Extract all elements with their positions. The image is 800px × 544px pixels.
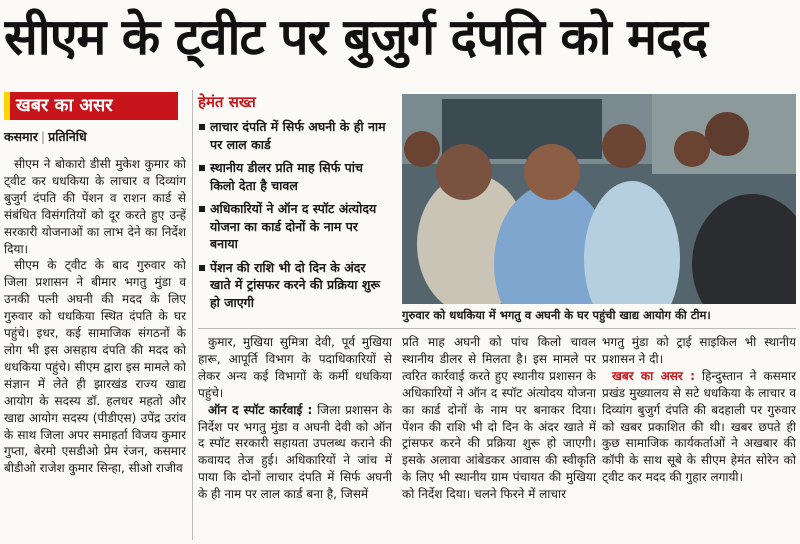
paragraph: प्रति माह अघनी को पांच किलो चावल स्थानीय डीलर से मिलता है। इस मामले पर त्वरित कार्रवाई करते हुए स्थानीय प्रशासन के अधिकारियों ने ऑन द स्पॉट अंत्योदय योजना का कार्ड दोनों के नाम पर बनाकर दिया। पेंशन की राशि भी दो दिन के अंदर खाते में ट्रांसफर करने की प्रक्रिया शुरू हो जाएगी। इसके अलावा आंबेडकर आवास की स्वीकृति के लिए भी स्थानीय ग्राम पंचायत की मुखिया को निर्देश दिया। चलने फिरने में लाचार <box>402 335 596 502</box>
highlight-item: पेंशन की राशि भी दो दिन के अंदर खाते में ट्रांसफर करने की प्रक्रिया शुरू हो जाएगी <box>198 259 390 312</box>
byline-reporter: प्रतिनिधि <box>48 129 87 144</box>
article-column-4 <box>602 334 796 542</box>
photo-caption: गुरुवार को धधकिया में भगतु व अघनी के घर पहुंची खाद्य आयोग की टीम। <box>402 308 711 322</box>
subheading: ऑन द स्पॉट कार्रवाई : <box>208 402 313 417</box>
paragraph <box>602 368 796 486</box>
paragraph: कुमार, मुखिया सुमित्रा देवी, पूर्व मुखिया हारू, आपूर्ति विभाग के पदाधिकारियों से लेकर अन्य कई विभागों के कर्मी धधकिया पहुंचे। <box>198 335 392 400</box>
kicker-accent <box>4 92 10 120</box>
byline: कसमार | प्रतिनिधि <box>4 129 87 144</box>
page-headline: सीएम के ट्वीट पर बुजुर्ग दंपति को मदद <box>4 8 708 66</box>
article-column-1 <box>4 156 186 542</box>
article-column-2 <box>198 334 392 542</box>
highlight-item: लाचार दंपति में सिर्फ अघनी के ही नाम पर लाल कार्ड <box>198 118 390 153</box>
highlight-item: स्थानीय डीलर प्रति माह सिर्फ पांच किलो देता है चावल <box>198 159 390 194</box>
paragraph <box>198 402 392 503</box>
news-photo <box>402 94 796 304</box>
paragraph: भगतु मुंडा को ट्राई साइकिल भी स्थानीय प्रशासन ने दी। <box>602 335 796 366</box>
paragraph-text: हिन्दुस्तान ने कसमार प्रखंड मुख्यालय से सटे धधकिया के लाचार व दिव्यांग बुजुर्ग दंपति की बदहाली पर गुरुवार को खबर प्रकाशित की थी। खबर छपते ही कुछ सामाजिक कार्यकर्ताओं ने अखबार की कॉपी के साथ सूबे के सीएम हेमंत सोरेन को ट्वीट कर मदद की गुहार लगायी। <box>602 368 796 485</box>
subheading: खबर का असर : <box>612 368 695 383</box>
column-divider <box>192 90 193 540</box>
byline-place: कसमार <box>4 129 38 144</box>
kicker-label: खबर का असर <box>4 92 178 120</box>
highlight-item: अधिकारियों ने ऑन द स्पॉट अंत्योदय योजना का कार्ड दोनों के नाम पर बनाया <box>198 200 390 253</box>
section-divider <box>198 328 796 329</box>
highlights-list <box>198 118 390 317</box>
paragraph: सीएम के ट्वीट के बाद गुरुवार को जिला प्रशासन ने बीमार भगतु मुंडा व उनकी पत्नी अघनी की मदद के लिए गुरुवार को धधकिया स्थित दंपति के घर पहुंचे। इधर, कई सामाजिक संगठनों के लोग भी इस असहाय दंपति की मदद को धधकिया पहुंचे। सीएम द्वारा इस मामले को संज्ञान में लेते ही झारखंड राज्य खाद्य आयोग के सदस्य डॉ. हलधर महतो और खाद्य आयोग सदस्य (पीडीएस) उपेंद्र उरांव के साथ जिला अपर समाहर्ता विजय कुमार गुप्ता, बेरमो एसडीओ प्रेम रंजन, कसमार बीडीओ राजेश कुमार सिन्हा, सीओ राजीव <box>4 258 186 476</box>
paragraph-text: जिला प्रशासन के निर्देश पर भगतु मुंडा व अघनी देवी को ऑन द स्पॉट सरकारी सहायता उपलब्ध कराने की कवायद तेज हुई। अधिकारियों ने जांच में पाया कि दोनों लाचार दंपति में सिर्फ अघनी के ही नाम पर लाल कार्ड बना है, जिसमें <box>198 402 392 502</box>
highlights-title: हेमंत सख्त <box>198 93 256 111</box>
paragraph: सीएम ने बोकारो डीसी मुकेश कुमार को ट्वीट कर धधकिया के लाचार व दिव्यांग बुजुर्ग दंपति की पेंशन व राशन कार्ड से संबंधित विसंगतियों को दूर करते हुए उन्हें सरकारी योजनाओं का लाभ देने का निर्देश दिया। <box>4 157 186 256</box>
article-column-3 <box>402 334 596 542</box>
